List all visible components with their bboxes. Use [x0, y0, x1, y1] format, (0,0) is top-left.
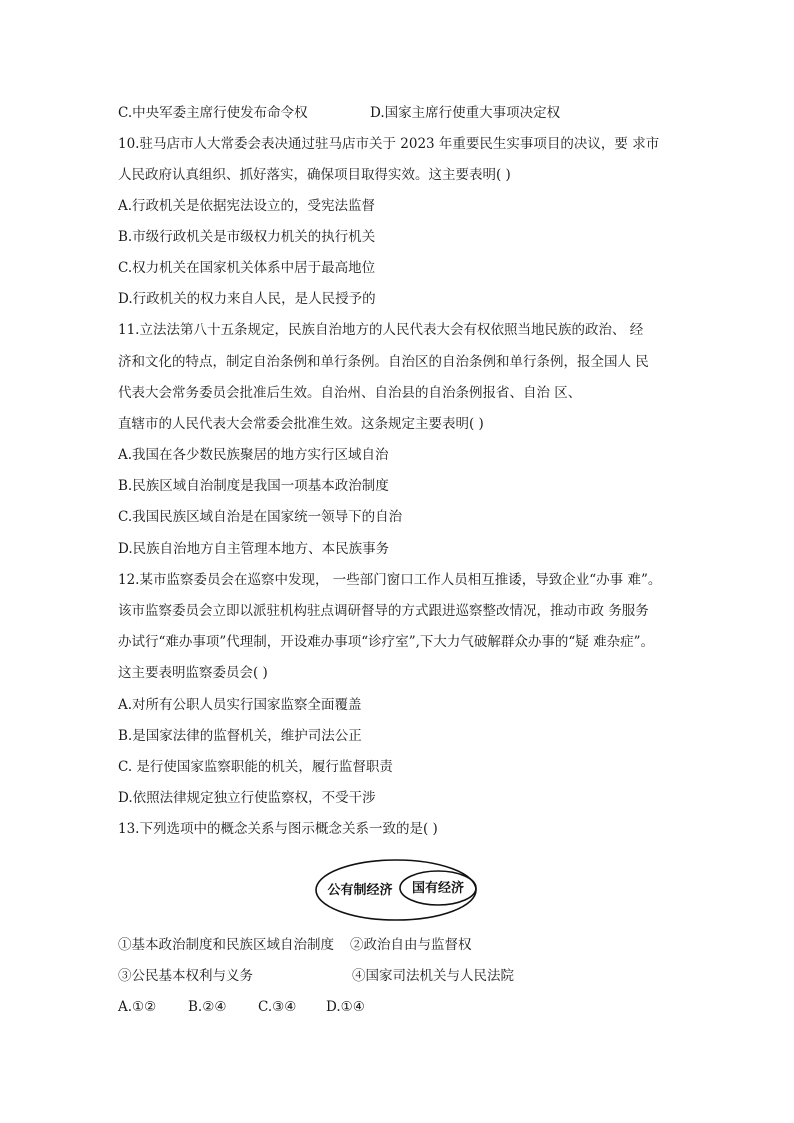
q13-choice-a: A.①②	[118, 999, 157, 1015]
q12-option-a: A.对所有公职人员实行国家监察全面覆盖	[118, 697, 362, 713]
q11-option-c: C.我国民族区域自治是在国家统一领导下的自治	[118, 509, 403, 525]
q11-option-a: A.我国在各少数民族聚居的地方实行区域自治	[118, 447, 389, 463]
q11-option-b: B.民族区域自治制度是我国一项基本政治制度	[118, 478, 389, 494]
q13-item-2: ②政治自由与监督权	[350, 937, 472, 953]
q11-stem-line-4: 直辖市的人民代表大会常委会批准生效。这条规定主要表明( )	[118, 416, 484, 432]
q12-option-c: C. 是行使国家监察职能的机关，履行监督职责	[118, 759, 393, 775]
q12-stem-line-2: 该市监察委员会立即以派驻机构驻点调研督导的方式跟进巡察整改情况，推动市政 务服务	[118, 603, 649, 619]
outer-label: 公有制经济	[327, 883, 393, 898]
q12-option-d: D.依照法律规定独立行使监察权，不受干涉	[118, 790, 376, 806]
q13-choice-c: C.③④	[258, 999, 297, 1015]
q13-item-3: ③公民基本权利与义务	[118, 968, 253, 984]
q13-choice-d: D.①④	[326, 999, 365, 1015]
q13-item-4: ④国家司法机关与人民法院	[352, 968, 514, 984]
q10-stem-line-2: 人民政府认真组织、抓好落实，确保项目取得实效。这主要表明( )	[118, 167, 511, 183]
q9-options-row	[118, 104, 308, 122]
q11-stem-line-1: 11.立法法第八十五条规定，民族自治地方的人民代表大会有权依照当地民族的政治、 经	[118, 322, 644, 338]
concept-diagram	[314, 858, 478, 922]
q10-option-d: D.行政机关的权力来自人民，是人民授予的	[118, 291, 376, 307]
q11-option-d: D.民族自治地方自主管理本地方、本民族事务	[118, 541, 390, 557]
q13-stem: 13.下列选项中的概念关系与图示概念关系一致的是( )	[118, 821, 438, 837]
q11-stem-line-3: 代表大会常务委员会批准后生效。自治州、自治县的自治条例报省、自治 区、	[118, 385, 582, 401]
q10-option-b: B.市级行政机关是市级权力机关的执行机关	[118, 229, 376, 245]
q10-option-c: C.权力机关在国家机关体系中居于最高地位	[118, 260, 376, 276]
q10-stem-line-1: 10.驻马店市人大常委会表决通过驻马店市关于 2023 年重要民生实事项目的决议，要 求市	[118, 136, 660, 152]
q9-option-c: C.中央军委主席行使发布命令权	[118, 105, 308, 121]
inner-label: 国有经济	[411, 881, 465, 896]
q11-stem-line-2: 济和文化的特点，制定自治条例和单行条例。自治区的自治条例和单行条例，报全国人 民	[118, 354, 649, 370]
q13-item-1: ①基本政治制度和民族区域自治制度	[118, 937, 334, 953]
q13-choice-b: B.②④	[188, 999, 227, 1015]
q12-option-b: B.是国家法律的监督机关，维护司法公正	[118, 728, 362, 744]
q9-option-d: D.国家主席行使重大事项决定权	[370, 105, 561, 121]
q12-stem-line-1: 12.某市监察委员会在巡察中发现， 一些部门窗口工作人员相互推诿，导致企业“办事 难”。	[118, 572, 662, 588]
q12-stem-line-3: 办试行“难办事项”代理制，开设难办事项“诊疗室”,下大力气破解群众办事的“疑 难杂症”。	[118, 634, 654, 650]
q12-stem-line-4: 这主要表明监察委员会( )	[118, 665, 268, 681]
q10-option-a: A.行政机关是依据宪法设立的，受宪法监督	[118, 198, 376, 214]
